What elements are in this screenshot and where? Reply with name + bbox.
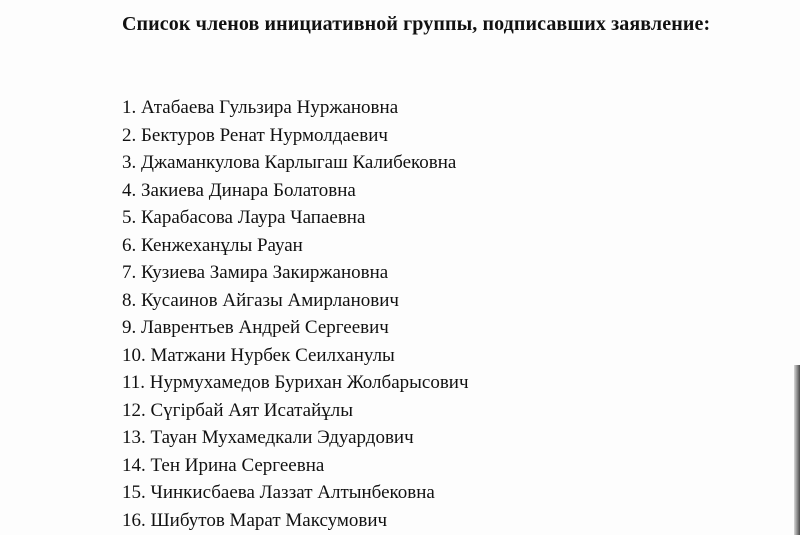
- item-number: 8 .: [122, 290, 141, 311]
- list-item: [122, 397, 469, 425]
- item-number: 2 .: [122, 125, 141, 146]
- member-name: Сүгірбай Аят Исатайұлы: [150, 399, 353, 421]
- member-name: Матжани Нурбек Сеилханулы: [150, 344, 395, 366]
- page-edge-shadow: [794, 365, 800, 535]
- member-name: Кенжеханұлы Рауан: [141, 234, 303, 256]
- member-name: Шибутов Марат Максумович: [150, 509, 388, 531]
- member-name: Карабасова Лаура Чапаевна: [141, 207, 366, 228]
- list-item: [122, 314, 469, 342]
- item-number: 10 .: [122, 345, 151, 366]
- item-number: 16 .: [122, 510, 151, 531]
- member-name: Тен Ирина Сергеевна: [150, 454, 325, 476]
- list-item: [122, 122, 469, 150]
- member-name: Джаманкулова Карлыгаш Калибековна: [141, 152, 457, 173]
- list-item: [122, 342, 469, 370]
- list-item: [122, 204, 469, 232]
- list-item: [122, 424, 469, 452]
- list-item: [122, 259, 469, 287]
- item-number: 5 .: [122, 207, 141, 228]
- list-item: [122, 287, 469, 315]
- item-number: 6 .: [122, 235, 141, 256]
- document-heading: Список членов инициативной группы, подписавших заявление:: [122, 13, 711, 35]
- item-number: 4 .: [122, 180, 141, 201]
- list-item: [122, 369, 469, 397]
- member-name: Кусаинов Айгазы Амирланович: [141, 289, 399, 311]
- item-number: 14 .: [122, 455, 151, 476]
- list-item: [122, 94, 469, 122]
- member-name: Чинкисбаева Лаззат Алтынбековна: [150, 482, 435, 503]
- item-number: 1 .: [122, 97, 141, 118]
- list-item: [122, 452, 469, 480]
- list-item: [122, 479, 469, 507]
- list-item: [122, 232, 469, 260]
- item-number: 11 .: [122, 372, 150, 393]
- member-name: Кузиева Замира Закиржановна: [141, 262, 389, 283]
- item-number: 9 .: [122, 317, 141, 338]
- list-item: [122, 177, 469, 205]
- list-item: [122, 149, 469, 177]
- member-name: Закиева Динара Болатовна: [141, 179, 356, 201]
- item-number: 15 .: [122, 482, 151, 503]
- member-name: Бектуров Ренат Нурмолдаевич: [141, 124, 388, 146]
- item-number: 13 .: [122, 427, 151, 448]
- item-number: 12 .: [122, 400, 151, 421]
- item-number: 7 .: [122, 262, 141, 283]
- item-number: 3 .: [122, 152, 141, 173]
- member-name: Тауан Мухамедкали Эдуардович: [150, 427, 414, 448]
- member-name: Нурмухамедов Бурихан Жолбарысович: [149, 372, 469, 393]
- list-item: [122, 507, 469, 535]
- member-name: Лаврентьев Андрей Сергеевич: [141, 317, 389, 338]
- member-name: Атабаева Гульзира Нуржановна: [141, 97, 399, 118]
- member-list: [122, 94, 469, 534]
